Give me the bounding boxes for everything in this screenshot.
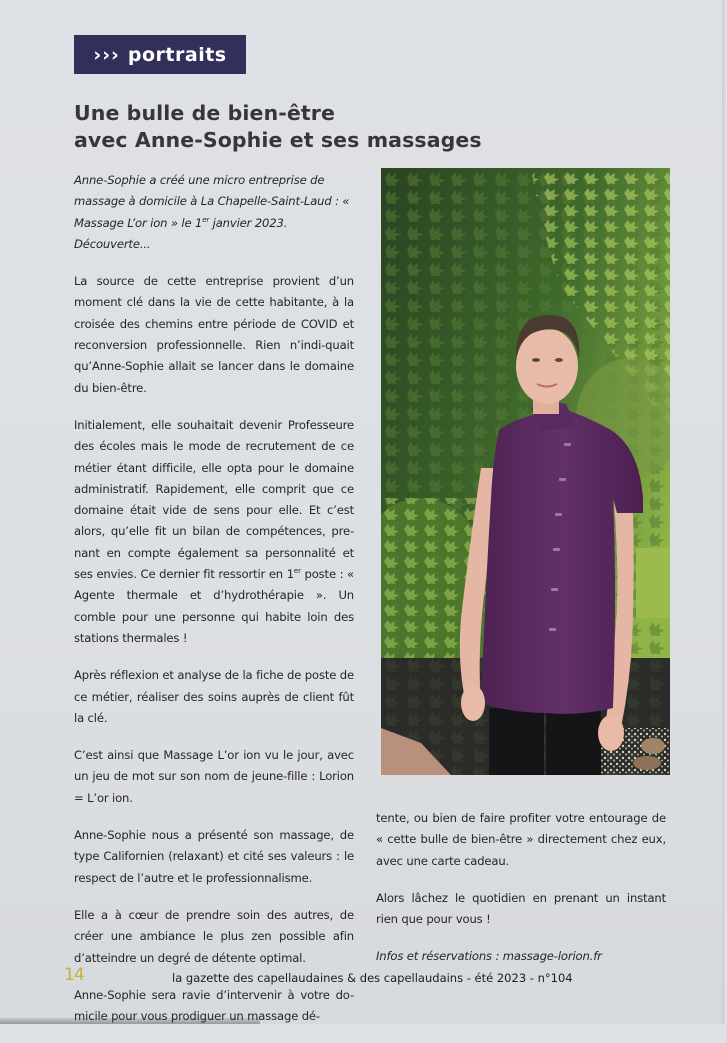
intro-superscript: er (202, 215, 210, 224)
paragraph-home-visit: Anne-Sophie sera ravie d’intervenir à votre do-micile pour vous prodiguer un massage dé- (74, 987, 354, 1024)
left-column (74, 170, 354, 1043)
info-reservations[interactable]: Infos et réservations : massage-lorion.fr (376, 949, 602, 964)
headline-line-1: Une bulle de bien-être (74, 101, 335, 125)
chevrons-icon: ››› (93, 43, 120, 66)
page-number: 14 (64, 965, 84, 985)
paragraph-massage-type: Anne-Sophie nous a présenté son massage, de type Californien (relaxant) et cité ses valeurs : le respect de l’autre et le professionnalisme. (74, 828, 354, 885)
intro-text-1: Anne-Sophie a créé une micro entreprise de massage à domicile à La Chapelle-Saint-Laud : « Massage L’or ion » le 1 (74, 173, 350, 230)
paragraph-name-origin: C’est ainsi que Massage L’or ion vu le jour, avec un jeu de mot sur son nom de jeune-fille : Lorion = L’or ion. (74, 748, 354, 805)
headline-line-2: avec Anne-Sophie et ses massages (74, 128, 482, 152)
article-headline (74, 100, 594, 154)
portrait-photo (381, 168, 670, 775)
page-edge (722, 0, 727, 1024)
career-superscript: er (293, 567, 301, 576)
intro-text-2: janvier 2023. Découverte... (74, 215, 288, 251)
portrait-illustration (381, 168, 670, 775)
section-badge (74, 35, 246, 74)
paragraph-gift-card: tente, ou bien de faire profiter votre entourage de « cette bulle de bien-être » directement chez eux, avec une carte cadeau. (376, 811, 666, 868)
career-text-1: Initialement, elle souhaitait devenir Professeure des écoles mais le mode de recrutement de ce métier étant difficile, elle opta pour le domaine administratif. Rapidement, elle comprit que ce domaine était vide de sens pour elle. Et c’est alors, qu’elle fit un bilan de compétences, pre-nant en compte également sa personnalité et ses envies. Ce dernier fit ressortir en 1 (74, 417, 354, 582)
publication-title: la gazette des capellaudaines & des capellaudains - été 2023 - n°104 (172, 971, 573, 985)
paragraph-reflection: Après réflexion et analyse de la fiche de poste de ce métier, réaliser des soins auprès de client fût la clé. (74, 668, 354, 725)
paragraph-career (74, 415, 354, 649)
paragraph-origin: La source de cette entreprise provient d’un moment clé dans la vie de cette habitante, à la croisée des chemins entre période de COVID et reconversion professionnelle. Rien n’indi-quait qu’Anne-Sophie allait se lancer dans le domaine du bien-être. (74, 274, 354, 395)
paragraph-call-to-action: Alors lâchez le quotidien en prenant un instant rien que pour vous ! (376, 890, 666, 927)
career-text-2: poste : « Agente thermale et d’hydrothérapie ». Un comble pour une personne qui habite loin des stations thermales ! (74, 567, 354, 645)
right-column-text (376, 808, 666, 984)
intro-paragraph (74, 170, 354, 255)
paragraph-care: Elle a à cœur de prendre soin des autres, de créer une ambiance le plus zen possible afin d’atteindre un degré de détente optimal. (74, 907, 354, 965)
section-label: portraits (127, 43, 227, 66)
